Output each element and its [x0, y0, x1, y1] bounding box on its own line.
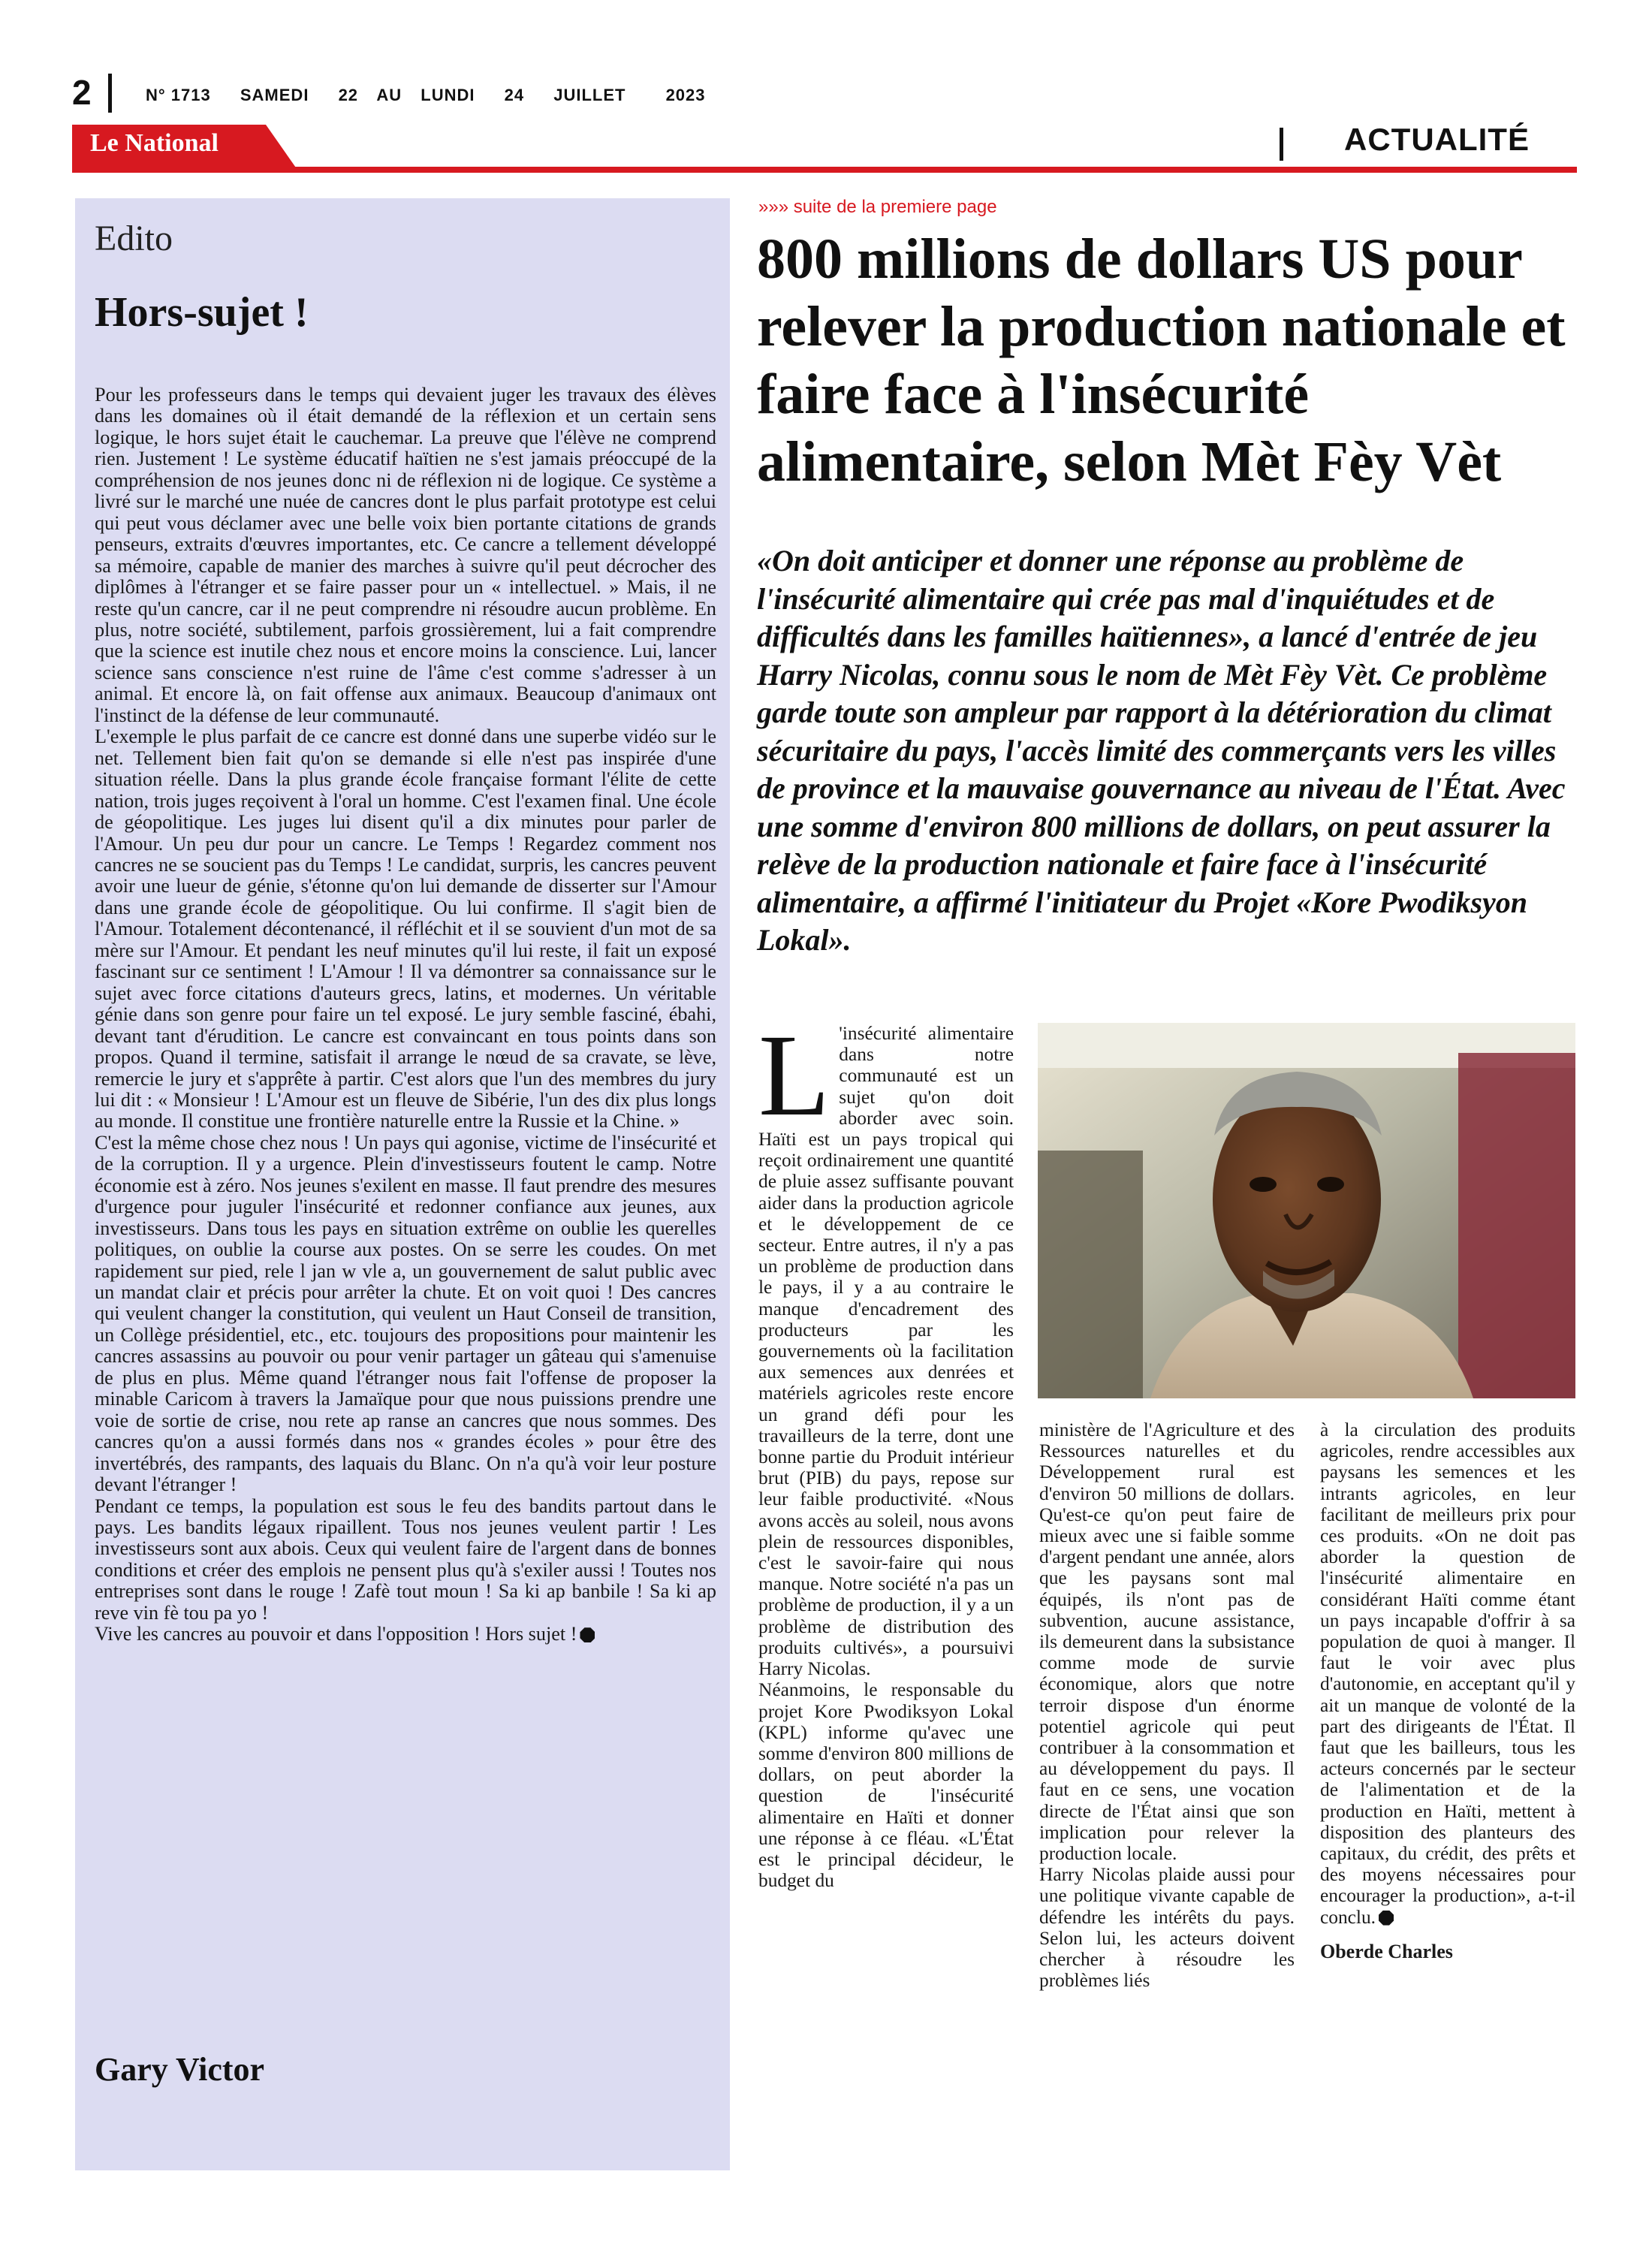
date-part: LUNDI	[421, 86, 475, 104]
date-part: SAMEDI	[240, 86, 309, 104]
brand-name: Le National	[90, 129, 219, 157]
article-paragraph: ministère de l'Agriculture et des Ressources naturelles et du Développement rural est d'environ 50 millions de dollars. Qu'est-ce qu'on peut faire de mieux avec une si faible somme d'argent pendant une année, alors que les paysans sont mal équipés, ils n'ont pas de subvention, aucune assistance, ils demeurent dans la subsistance comme mode de survie économique, alors que notre terroir dispose d'un énorme potentiel agricole qui peut contribuer à la consommation et au développement du pays. Il faut en ce sens, une vocation directe de l'État ainsi que son implication pour relever la production locale.	[1039, 1419, 1295, 1865]
page-number: 2	[72, 73, 92, 112]
date-part: 24	[504, 86, 525, 104]
article-paragraph: Harry Nicolas plaide aussi pour une politique vivante capable de défendre les intérêts du pays. Selon lui, les acteurs doivent chercher à résoudre les problèmes liés	[1039, 1864, 1295, 1992]
end-mark-icon	[1379, 1911, 1394, 1926]
dateline	[146, 86, 730, 105]
edito-title: Hors-sujet !	[95, 289, 309, 336]
edito-label: Edito	[95, 219, 173, 258]
article-signature: Oberde Charles	[1320, 1940, 1453, 1962]
end-mark-icon	[580, 1627, 595, 1642]
edito-paragraph: Pendant ce temps, la population est sous le feu des bandits partout dans le pays. Les bandits légaux ripaillent. Tous nos jeunes veulent partir ! Les investisseurs sont aux abois. Ceux qui veulent faire de l'argent dans de bonnes conditions et créer des emplois ne pensent plus qu'à s'exiler aussi ! Toutes nos entreprises sont dans le rouge ! Zafè tout moun ! Sa ki ap banbile ! Sa ki ap reve vin fè tou pa yo !	[95, 1494, 716, 1624]
edito-body	[95, 385, 716, 1645]
edito-paragraph-last	[95, 1624, 716, 1645]
edito-paragraph: L'exemple le plus parfait de ce cancre est donné dans une superbe vidéo sur le net. Tellement bien fait qu'on se demande si elle n'est pas inspirée d'une situation réelle. Dans la plus grande école française formant l'élite de cette nation, trois juges reçoivent à l'oral un homme. C'est l'examen final. Une école de géopolitique. Les juges lui disent qu'il a dix minutes pour parler de l'Amour. Un peu dur pour un cancre. Le Temps ! Regardez comment nos cancres ne se soucient pas du Temps ! Le candidat, surpris, les cancres peuvent avoir une lueur de génie, s'étonne qu'on lui demande de disserter sur l'Amour dans une grande école de géopolitique. Ou lui confirme. Il s'agit bien de l'Amour. Totalement décontenancé, il réfléchit et il se souvient d'un mot de sa mère sur l'Amour. Et pendant les neuf minutes qu'il lui reste, il fait un exposé fascinant sur ce sentiment ! L'Amour ! Il va démontrer sa connaissance sur le sujet avec force citations d'auteurs grecs, latins, et modernes. Un véritable génie dans son genre pour faire un tel exposé. Le jury semble fasciné, ébahi, devant tant d'érudition. Le cancre est convaincant en tous points dans son propos. Quand il termine, satisfait il arrange le nœud de sa cravate, se lève, remercie le jury et s'apprête à partir. C'est alors que l'un des membres du jury lui dit : « Monsieur ! L'Amour est un fleuve de Sibérie, l'un des dix plus longs au monde. Il constitue une frontière naturelle entre la Russie et la Chine. »	[95, 725, 716, 1133]
article-headline: 800 millions de dollars US pour relever la production nationale et faire face à l'insécurité alimentaire, selon Mèt Fèy Vèt	[757, 228, 1566, 493]
section-title: ACTUALITÉ	[1344, 122, 1530, 157]
date-part: JUILLET	[553, 86, 626, 104]
edito-closing-text: Vive les cancres au pouvoir et dans l'opposition ! Hors sujet !	[95, 1623, 577, 1645]
date-part: AU	[376, 86, 402, 104]
article-paragraph-text: 'insécurité alimentaire dans notre communauté est un sujet qu'on doit aborder avec soin. Haïti est un pays tropical qui reçoit ordinairement une quantité de pluie assez suffisante pouvant aider dans la production agricole et le développement de ce secteur. Entre autres, il n'y a pas un problème de production dans le pays, il y a au contraire le manque d'encadrement des producteurs par les gouvernements où la facilitation aux semences aux denrées et matériels agricoles reste encore un grand défi pour les travailleurs de la terre, dont une bonne partie du Produit intérieur brut (PIB) du pays, repose sur leur faible productivité. «Nous avons accès au soleil, nous avons plein de ressources disponibles, c'est le savoir-faire qui nous manque. Notre société n'a pas un problème de production, il y a un problème de distribution des produits cultivés», a poursuivi Harry Nicolas.	[758, 1023, 1014, 1680]
issue-number: N° 1713	[146, 86, 211, 104]
article-column-3	[1320, 1419, 1575, 1962]
article-column-1	[758, 1010, 1014, 1892]
section-divider	[1280, 128, 1283, 161]
header-rule	[72, 167, 1577, 173]
article-lead: «On doit anticiper et donner une réponse au problème de l'insécurité alimentaire qui crée pas mal d'inquiétudes et de difficultés dans les familles haïtiennes», a lancé d'entrée de jeu Harry Nicolas, connu sous le nom de Mèt Fèy Vèt. Ce problème garde toute son ampleur par rapport à la détérioration du climat sécuritaire du pays, l'accès limité des commerçants vers les villes de province et la mauvaise gouvernance au niveau de l'État. Avec une somme d'environ 800 millions de dollars, on peut assurer la relève de la production nationale et faire face à l'insécurité alimentaire, a affirmé l'initiateur du Projet «Kore Pwodiksyon Lokal».	[757, 544, 1566, 957]
date-part: 22	[338, 86, 359, 104]
edito-paragraph: C'est la même chose chez nous ! Un pays qui agonise, victime de l'insécurité et de la corruption. Il y a urgence. Plein d'investisseurs foutent le camp. Notre économie est à zéro. Nos jeunes s'exilent en masse. Il faut prendre des mesures d'urgence pour juguler l'insécurité et redonner confiance aux jeunes, aux investisseurs. Dans tous les pays en situation extrême on oublie les querelles politiques, on oublie la course aux postes. On se serre les coudes. On met rapidement sur pied, rele l jan w vle a, un gouvernement de salut public avec un mandat clair et précis pour arrêter la chute. Et on voit quoi ! Des cancres qui veulent changer la constitution, qui veulent un Haut Conseil de transition, un Collège présidentiel, etc., etc. toujours des propositions pour maintenir les cancres assassins au pouvoir ou pour venir partager un gâteau qui s'amenuise de plus en plus. Même quand l'étranger nous fait l'offense de proposer la minable Caricom à travers la Jamaïque pour que nous puissions prendre une voie de sortie de crise, nou rete ap ranse an cancres que nous sommes. Des cancres qu'on a aussi formés dans nos « grandes écoles » pour être des invertébrés, des rampants, des laquais du Blanc. On n'a qu'à voir leur posture devant l'étranger !	[95, 1131, 716, 1496]
page-number-divider	[108, 74, 112, 113]
edito-paragraph: Pour les professeurs dans le temps qui devaient juger les travaux des élèves dans les domaines où il était demandé de la réflexion et un certain sens logique, le hors sujet était le cauchemar. La preuve que l'élève ne comprend rien. Justement ! Le système éducatif haïtien ne s'est jamais préoccupé de la compréhension de nos jeunes donc ni de réflexion ni de logique. Ce système a livré sur le marché une nuée de cancres dont le plus parfait prototype est celui qui peut vous déclamer avec une belle voix bien portante citations de grands penseurs, extraits d'œuvres importantes, etc. Ce cancre a tellement développé sa mémoire, capable de manier des marches à suivre qu'il peut décrocher des diplômes à l'étranger et se faire passer pour un « intellectuel. » Mais, il ne reste qu'un cancre, car il ne peut comprendre ni résoudre aucun problème. En plus, notre société, subtilement, parfois grossièrement, lui a fait comprendre que la science est inutile chez nous et encore moins la conscience. Lui, lancer science sans conscience n'est ruine de l'âme c'est comme s'adresser à un animal. Et encore là, on fait offense aux animaux. Beaucoup d'animaux ont l'instinct de la défense de leur communauté.	[95, 384, 716, 726]
drop-cap: L	[758, 1010, 831, 1140]
continuation-kicker: »»» suite de la premiere page	[758, 197, 997, 217]
article-paragraph: Néanmoins, le responsable du projet Kore Pwodiksyon Lokal (KPL) informe qu'avec une somme d'environ 800 millions de dollars, on peut aborder la question de l'insécurité alimentaire en Haïti et donner une réponse à ce fléau. «L'État est le principal décideur, le budget du	[758, 1679, 1014, 1892]
portrait-image	[1038, 1023, 1575, 1398]
article-paragraph	[758, 1010, 1014, 1680]
date-part: 2023	[665, 86, 706, 104]
article-photo	[1038, 1023, 1575, 1398]
article-paragraph-last	[1320, 1419, 1575, 1928]
edito-author: Gary Victor	[95, 2051, 265, 2088]
article-closing-text: à la circulation des produits agricoles, rendre accessibles aux paysans les semences et les intrants agricoles, en leur facilitant de meilleurs prix pour ces produits. «On ne doit pas aborder la question de l'insécurité alimentaire en considérant Haïti comme étant un pays incapable d'offrir à sa population de quoi à manger. Il faut le voir avec plus d'autonomie, en acceptant qu'il y ait un manque de volonté de la part des dirigeants de l'État. Il faut que les bailleurs, tous les acteurs concernés par le secteur de l'alimentation et de la production en Haïti, mettent à disposition des planteurs des capitaux, du crédit, des prêts et des moyens nécessaires pour encourager la production», a-t-il conclu.	[1320, 1419, 1575, 1928]
article-column-2	[1039, 1419, 1295, 1991]
